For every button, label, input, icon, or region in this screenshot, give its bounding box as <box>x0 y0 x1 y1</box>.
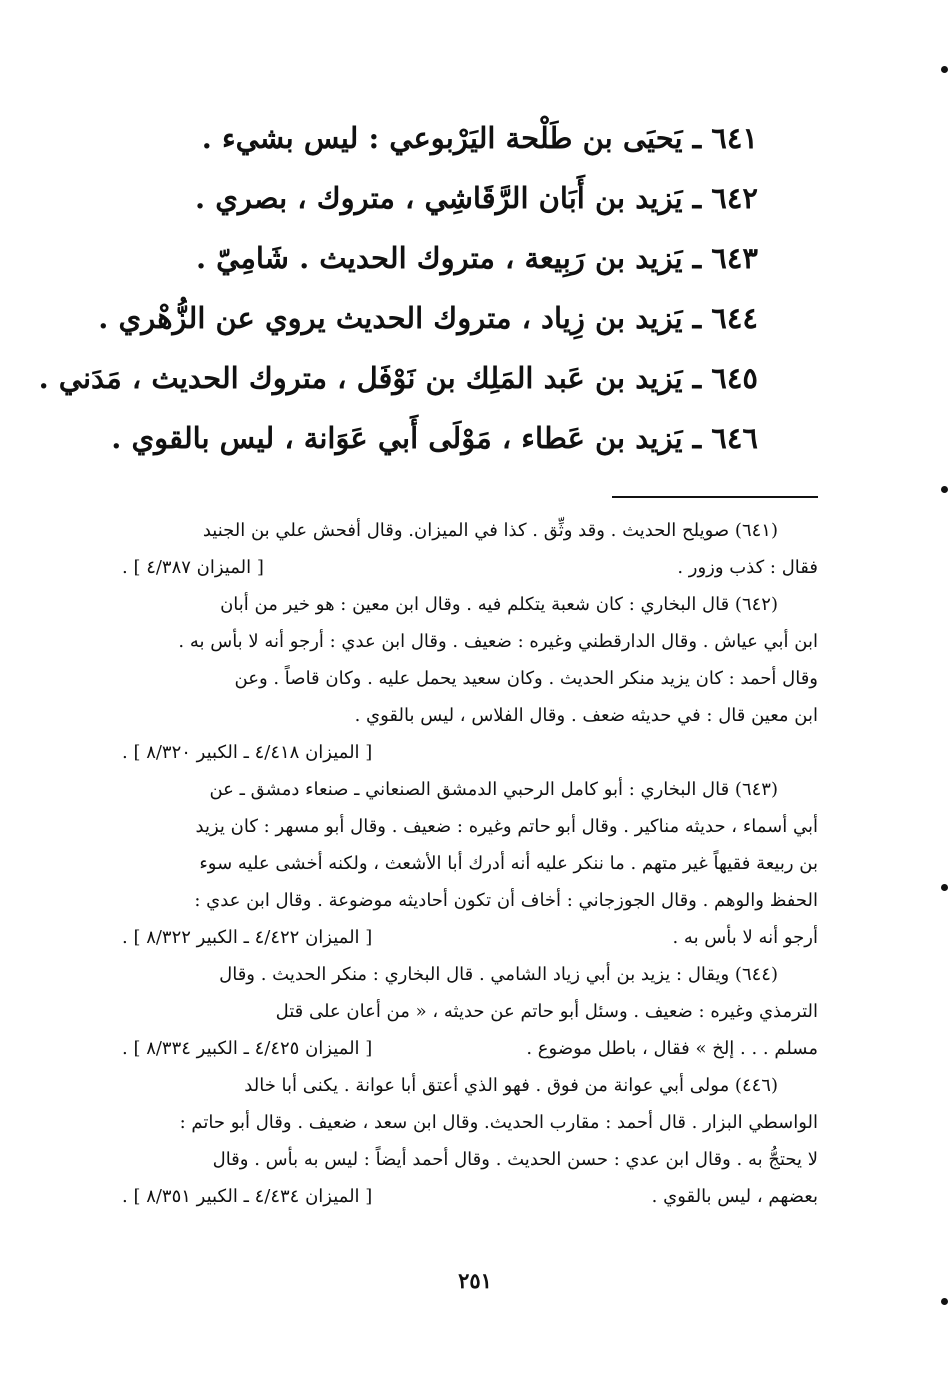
footnote-line: (٦٤٢) قال البخاري : كان شعبة يتكلم فيه . وقال ابن معين : هو خير من أبان <box>220 594 778 615</box>
footnote-line: بن ربيعة فقيهاً غير متهم . ما ننكر عليه أنه أدرك أبا الأشعث ، ولكنه أخشى عليه سوء <box>199 853 818 874</box>
footnote-line: ابن أبي عياش . وقال الدارقطني وغيره : ضعيف . وقال ابن عدي : أرجو أنه لا بأس به . <box>178 631 818 652</box>
footnote-642 <box>122 586 818 771</box>
footnote-separator <box>612 496 818 498</box>
footnote-line: وقال أحمد : كان يزيد منكر الحديث . وكان سعيد يحمل عليه . وكان قاصاً . وعن <box>234 668 818 689</box>
entry-644: ٦٤٤ ـ يَزيد بن زِياد ، متروك الحديث يروي عن الزُّهْري . <box>98 301 758 335</box>
footnote-line: بعضهم ، ليس بالقوي . <box>651 1186 818 1207</box>
scan-speck <box>941 66 948 73</box>
footnote-line: لا يحتجُّ به . وقال ابن عدي : حسن الحديث . وقال أحمد أيضاً : ليس به بأس . وقال <box>212 1149 818 1170</box>
footnote-line: ابن معين قال : في حديثه ضعف . وقال الفلاس ، ليس بالقوي . <box>354 705 818 726</box>
footnote-line: مسلم . . . إلخ » فقال ، باطل موضوع . <box>526 1038 818 1059</box>
footnote-641 <box>122 512 818 586</box>
footnote-line: (٤٤٦) مولى أبي عوانة من فوق . فهو الذي أعتق أبا عوانة . يكنى أبا خالد <box>244 1075 778 1096</box>
footnote-last-line <box>122 549 818 586</box>
page-number: ٢٥١ <box>458 1268 492 1293</box>
scan-speck <box>941 884 948 891</box>
footnote-line: الترمذي وغيره : ضعيف . وسئل أبو حاتم عن حديثه ، « من أعان على قتل <box>275 1001 818 1022</box>
footnote-last-line <box>122 1030 818 1067</box>
footnote-source-line <box>122 734 818 771</box>
footnote-line: (٦٤٤) ويقال : يزيد بن أبي زياد الشامي . قال البخاري : منكر الحديث . وقال <box>219 964 778 985</box>
footnote-source: [ الميزان ٤/٤٢٢ ـ الكبير ٨/٣٢٢ ] . <box>122 927 373 948</box>
footnote-line: (٦٤١) صويلح الحديث . وقد وثِّق . كذا في الميزان. وقال أفحش علي بن الجنيد <box>202 520 778 541</box>
entry-643: ٦٤٣ ـ يَزيد بن رَبِيعة ، متروك الحديث . شَامِيّ . <box>195 241 758 275</box>
footnote-source: [ الميزان ٤/٣٨٧ ] . <box>122 557 264 578</box>
footnote-source: [ الميزان ٤/٤٣٤ ـ الكبير ٨/٣٥١ ] . <box>122 1186 373 1207</box>
footnote-643 <box>122 771 818 956</box>
footnote-source: [ الميزان ٤/٤٢٥ ـ الكبير ٨/٣٣٤ ] . <box>122 1038 373 1059</box>
footnote-line: الواسطي البزار . قال أحمد : مقارب الحديث. وقال ابن سعد ، ضعيف . وقال أبو حاتم : <box>179 1112 818 1133</box>
footnote-last-line <box>122 1178 818 1215</box>
entry-642: ٦٤٢ ـ يَزيد بن أَبَان الرَّقَاشِي ، متروك ، بصري . <box>195 181 758 215</box>
footnotes <box>122 512 818 1215</box>
footnote-line: الحفظ والوهم . وقال الجوزجاني : أخاف أن تكون أحاديثه موضوعة . وقال ابن عدي : <box>194 890 818 911</box>
footnote-source: [ الميزان ٤/٤١٨ ـ الكبير ٨/٣٢٠ ] . <box>122 742 373 763</box>
footnote-line: أبي أسماء ، حديثه مناكير . وقال أبو حاتم وغيره : ضعيف . وقال أبو مسهر : كان يزيد <box>195 816 818 837</box>
scan-speck <box>941 486 948 493</box>
footnote-644 <box>122 956 818 1067</box>
footnote-last-line <box>122 919 818 956</box>
footnote-line: أرجو أنه لا بأس به . <box>672 927 818 948</box>
footnote-line: (٦٤٣) قال البخاري : أبو كامل الرحبي الدمشق الصنعاني ـ صنعاء دمشق ـ عن <box>209 779 778 800</box>
entry-646: ٦٤٦ ـ يَزيد بن عَطاء ، مَوْلَى أَبي عَوَانة ، ليس بالقوي . <box>111 421 758 455</box>
entry-641: ٦٤١ ـ يَحيَى بن طَلْحة اليَرْبوعي : ليس بشيء . <box>201 121 758 155</box>
entries-list <box>38 108 758 468</box>
entry-645: ٦٤٥ ـ يَزيد بن عَبد المَلِك بن نَوْفَل ، متروك الحديث ، مَدَني . <box>38 361 758 395</box>
footnote-line: فقال : كذب وزور . <box>677 557 818 578</box>
scan-speck <box>941 1298 948 1305</box>
footnote-646 <box>122 1067 818 1215</box>
